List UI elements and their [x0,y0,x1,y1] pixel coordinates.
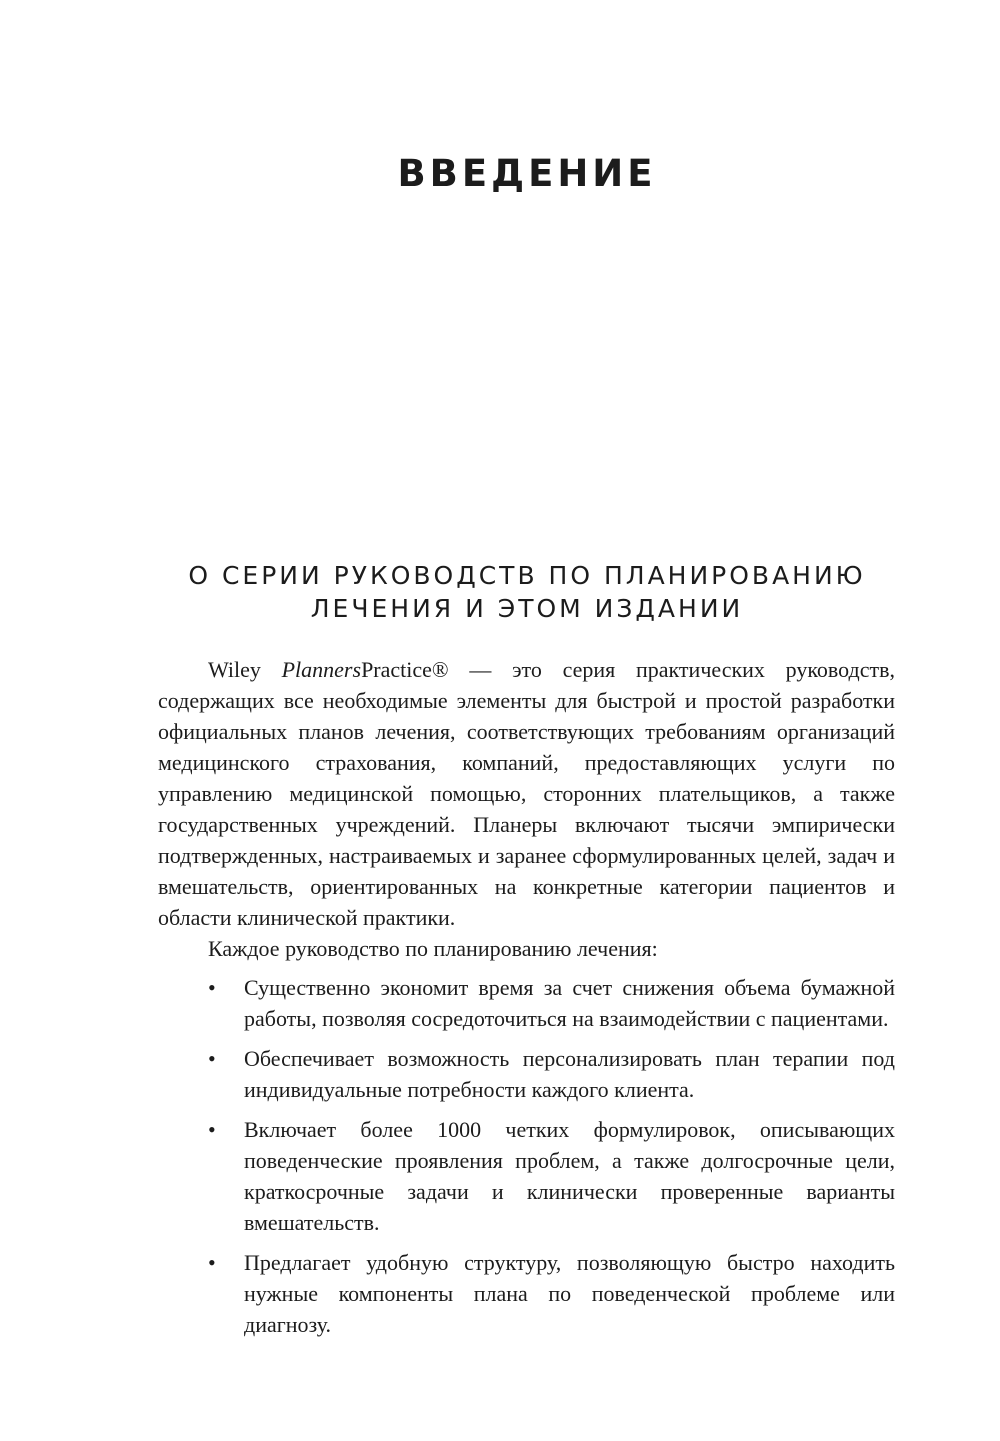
feature-list [158,972,895,1340]
list-item-text: Существенно экономит время за счет снижения объема бумажной работы, позволяя сосредоточиться на взаимодействии с пациентами. [244,975,895,1031]
bullet-icon: • [208,1117,216,1142]
list-item [158,1114,895,1238]
intro-text: — это серия практических руководств, содержащих все необходимые элементы для быстрой и простой разработки официальных планов лечения, соответствующих требованиям организаций медицинского страхования, компаний, предоставляющих услуги по управлению медицинской помощью, сторонних плательщиков, а также государственных учреждений. Планеры включают тысячи эмпирически подтвержденных, настраиваемых и заранее сформулированных целей, задач и вмешательств, ориентированных на конкретные категории пациентов и области клинической практики. [158,657,896,930]
body-text [158,654,895,1349]
list-item [158,972,895,1034]
chapter-title: ВВЕДЕНИЕ [397,152,657,195]
brand-suffix: Practice® [361,657,449,682]
section-heading [140,559,914,625]
list-item-text: Предлагает удобную структуру, позволяющую быстро находить нужные компоненты плана по поведенческой проблеме или диагнозу. [244,1250,895,1337]
list-item-text: Обеспечивает возможность персонализировать план терапии под индивидуальные потребности каждого клиента. [244,1046,895,1102]
list-item [158,1247,895,1340]
bullet-icon: • [208,975,216,1000]
bullet-icon: • [208,1046,216,1071]
section-heading-line-2: ЛЕЧЕНИЯ И ЭТОМ ИЗДАНИИ [310,594,744,623]
brand-italic: Planners [281,657,362,682]
section-heading-line-1: О СЕРИИ РУКОВОДСТВ ПО ПЛАНИРОВАНИЮ [188,561,866,590]
intro-paragraph [158,654,895,933]
list-intro-paragraph: Каждое руководство по планированию лечения: [208,936,658,961]
list-item-text: Включает более 1000 четких формулировок, описывающих поведенческие проявления проблем, а также долгосрочные цели, краткосрочные задачи и клинически проверенные варианты вмешательств. [244,1117,895,1235]
brand-prefix: Wiley [208,657,282,682]
list-item [158,1043,895,1105]
bullet-icon: • [208,1250,216,1275]
